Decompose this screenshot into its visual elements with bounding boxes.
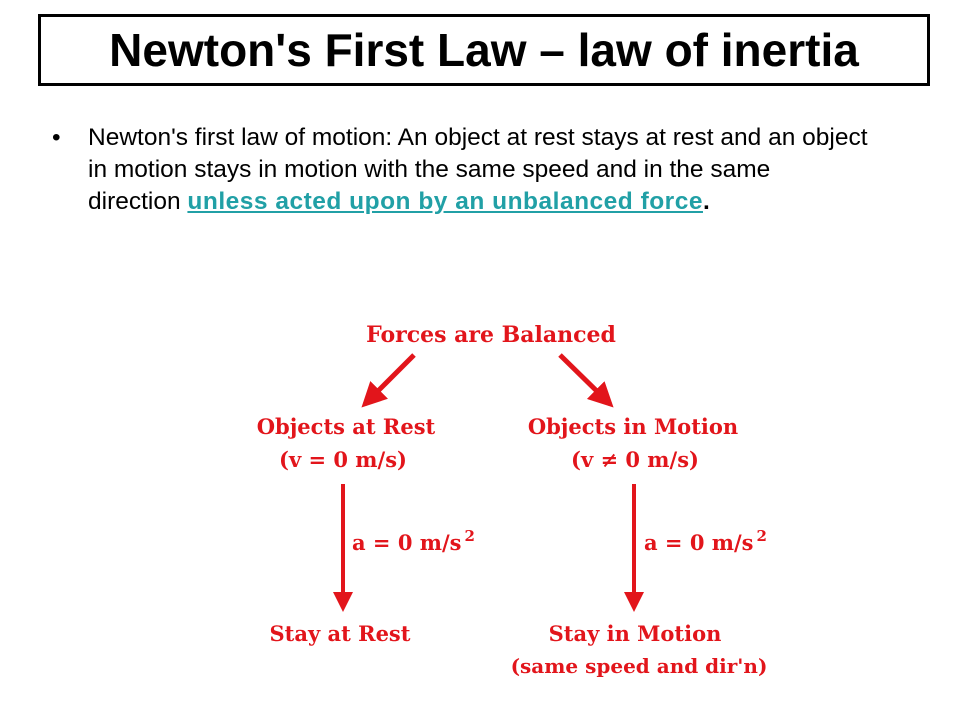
rest-accel-value: a = 0 m/s	[352, 530, 462, 555]
arrow-to-rest	[365, 355, 414, 404]
forces-balanced-label: Forces are Balanced	[366, 322, 616, 348]
motion-accel-exponent: 2	[756, 527, 767, 545]
stay-at-rest-label: Stay at Rest	[269, 621, 411, 646]
unbalanced-force-link[interactable]: unless acted upon by an unbalanced force	[187, 188, 703, 215]
motion-acceleration-label	[644, 527, 767, 555]
motion-accel-value: a = 0 m/s	[644, 530, 754, 555]
stay-in-motion-label: Stay in Motion	[548, 621, 722, 646]
slide-title: Newton's First Law – law of inertia	[109, 24, 859, 76]
rest-velocity-label: (v = 0 m/s)	[279, 447, 407, 472]
objects-at-rest-label: Objects at Rest	[256, 414, 436, 439]
bullet-period: .	[702, 188, 710, 215]
bullet-text: Newton's first law of motion: An object at rest stays at rest and an object in motion stays in motion with the same speed and in the same direction	[88, 124, 868, 215]
objects-in-motion-label: Objects in Motion	[527, 414, 739, 439]
bullet-symbol: •	[52, 124, 61, 151]
rest-acceleration-label	[352, 527, 475, 555]
rest-accel-exponent: 2	[464, 527, 475, 545]
motion-velocity-label: (v ≠ 0 m/s)	[571, 447, 699, 472]
arrow-to-motion	[560, 355, 610, 404]
same-speed-note: (same speed and dir'n)	[510, 654, 768, 678]
